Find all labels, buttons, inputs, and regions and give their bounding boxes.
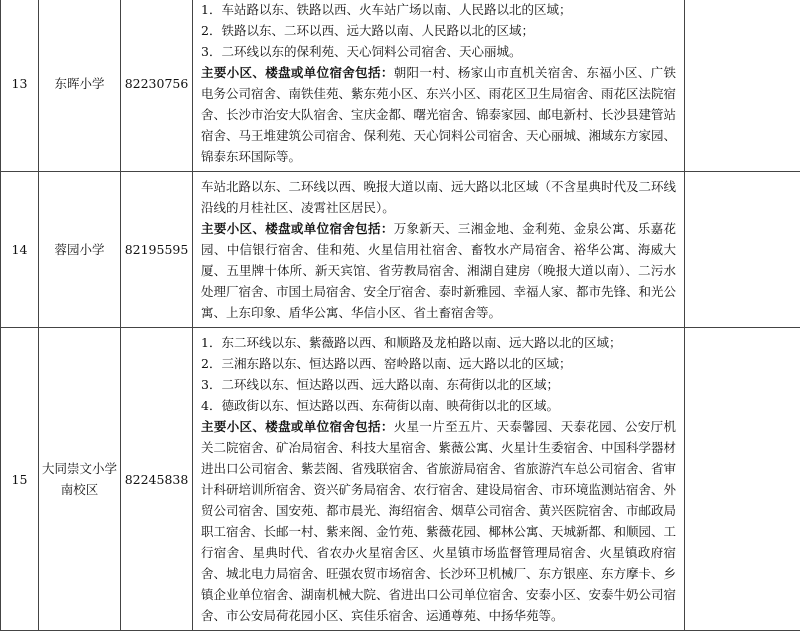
main-communities bbox=[201, 62, 676, 167]
notes-cell bbox=[685, 172, 800, 328]
district-line: 3．二环线以东、恒达路以西、远大路以南、东荷街以北的区域； bbox=[201, 374, 676, 395]
main-communities-label: 主要小区、楼盘或单位宿舍包括： bbox=[201, 65, 394, 80]
table-row bbox=[1, 328, 800, 631]
table-row bbox=[1, 0, 800, 172]
district-description bbox=[193, 0, 685, 172]
school-name: 蓉园小学 bbox=[39, 172, 121, 328]
phone-number: 82230756 bbox=[121, 0, 193, 172]
main-communities-text: 朝阳一村、杨家山市直机关宿舍、东福小区、广铁电务公司宿舍、南铁佳苑、紫东苑小区、东兴小区、雨花区卫生局宿舍、雨花区法院宿舍、长沙市治安大队宿舍、宝庆金都、曙光宿舍、锦泰家园、邮电新村、长沙县建管站宿舍、马王堆建筑公司宿舍、保利苑、天心饲料公司宿舍、天心丽城、湘域东方家园、锦泰东环国际等。 bbox=[201, 65, 676, 164]
main-communities bbox=[201, 218, 676, 323]
phone-number: 82245838 bbox=[121, 328, 193, 631]
district-line: 车站北路以东、二环线以西、晚报大道以南、远大路以北区域（不含星典时代及二环线沿线的月桂社区、凌霄社区居民）。 bbox=[201, 176, 676, 218]
phone-number: 82195595 bbox=[121, 172, 193, 328]
row-number: 14 bbox=[1, 172, 39, 328]
school-name: 大同崇文小学南校区 bbox=[39, 328, 121, 631]
row-number: 15 bbox=[1, 328, 39, 631]
district-line: 2．三湘东路以东、恒达路以西、窑岭路以南、远大路以北的区域； bbox=[201, 353, 676, 374]
district-description bbox=[193, 328, 685, 631]
district-description bbox=[193, 172, 685, 328]
main-communities-text: 万象新天、三湘金地、金利苑、金泉公寓、乐嘉花园、中信银行宿舍、佳和苑、火星信用社宿舍、畜牧水产局宿舍、裕华公寓、海威大厦、五里牌十体所、新天宾馆、省劳教局宿舍、湘湖自建房（晚报大道以南）、二污水处理厂宿舍、市国土局宿舍、安全厅宿舍、泰时新雅园、幸福人家、都市先锋、和光公寓、上东印象、盾华公寓、华信小区、省土畜宿舍等。 bbox=[201, 221, 676, 320]
district-line: 4．德政街以东、恒达路以西、东荷街以南、映荷街以北的区域。 bbox=[201, 395, 676, 416]
main-communities bbox=[201, 416, 676, 626]
district-line: 2．铁路以东、二环以西、远大路以南、人民路以北的区域； bbox=[201, 20, 676, 41]
row-number: 13 bbox=[1, 0, 39, 172]
notes-cell bbox=[685, 328, 800, 631]
main-communities-label: 主要小区、楼盘或单位宿舍包括： bbox=[201, 419, 394, 434]
notes-cell bbox=[685, 0, 800, 172]
main-communities-text: 火星一片至五片、天泰馨园、天泰花园、公安厅机关二院宿舍、矿冶局宿舍、科技大星宿舍、紫薇公寓、火星计生委宿舍、中国科学器材进出口公司宿舍、紫芸阁、省残联宿舍、省旅游局宿舍、省旅游汽车总公司宿舍、省审计科研培训所宿舍、资兴矿务局宿舍、农行宿舍、建设局宿舍、市环境监测站宿舍、外贸公司宿舍、国安苑、都市晨光、海绍宿舍、烟草公司宿舍、黄兴医院宿舍、市邮政局职工宿舍、长邮一村、紫来阁、金竹苑、紫薇花园、椰林公寓、天城新都、和顺园、工行宿舍、星典时代、省农办火星宿舍区、火星镇市场监督管理局宿舍、火星镇政府宿舍、城北电力局宿舍、旺强农贸市场宿舍、长沙环卫机械厂、东方银座、东方摩卡、乡镇企业单位宿舍、湖南机械大院、省进出口公司单位宿舍、安泰小区、安泰牛奶公司宿舍、市公安局荷花园小区、宾佳乐宿舍、运通尊苑、中扬华苑等。 bbox=[201, 419, 676, 623]
district-line: 1．东二环线以东、紫薇路以西、和顺路及龙柏路以南、远大路以北的区域； bbox=[201, 332, 676, 353]
main-communities-label: 主要小区、楼盘或单位宿舍包括： bbox=[201, 221, 394, 236]
district-line: 1．车站路以东、铁路以西、火车站广场以南、人民路以北的区域； bbox=[201, 0, 676, 20]
district-line: 3．二环线以东的保利苑、天心饲料公司宿舍、天心丽城。 bbox=[201, 41, 676, 62]
school-name: 东晖小学 bbox=[39, 0, 121, 172]
table-row bbox=[1, 172, 800, 328]
